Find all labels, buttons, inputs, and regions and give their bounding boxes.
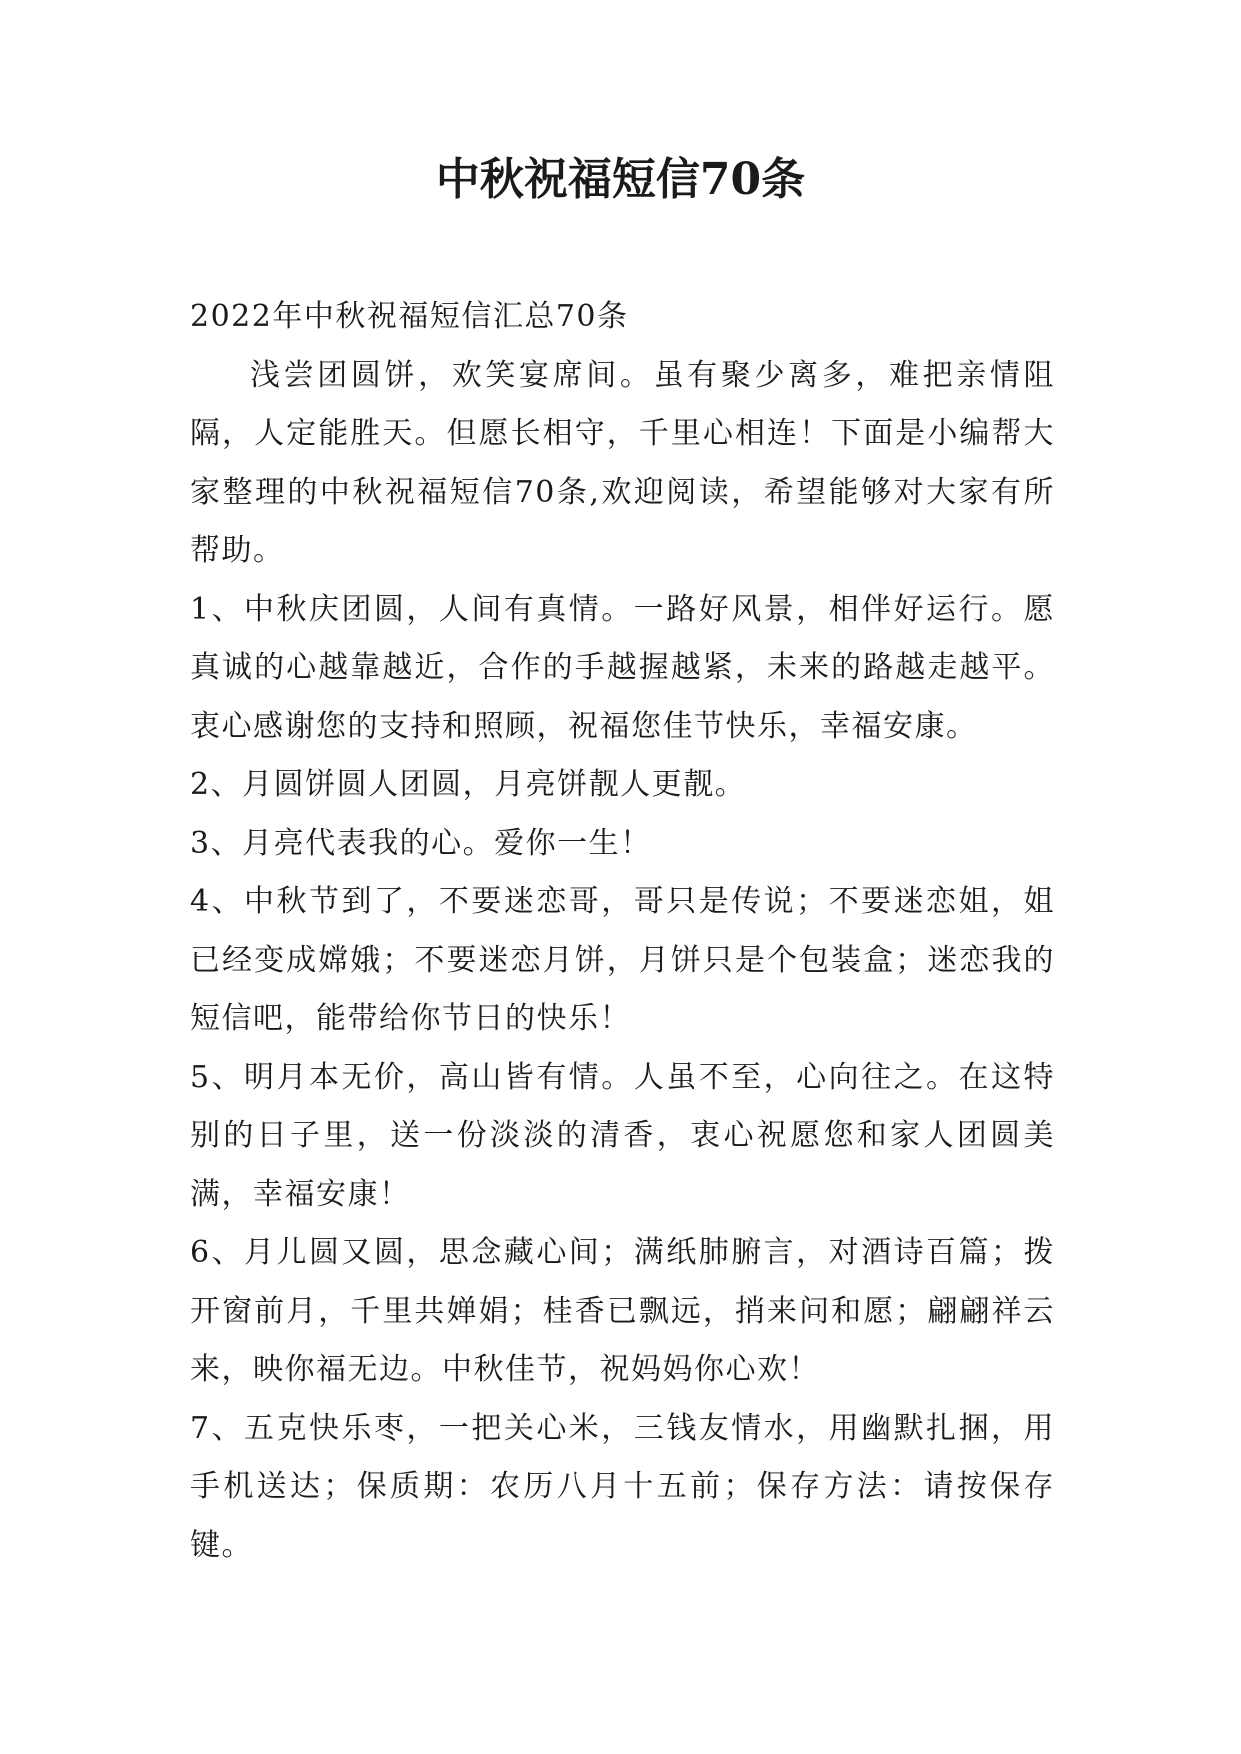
message-item-3: 3、月亮代表我的心。爱你一生！: [190, 825, 652, 861]
message-item-4: 4、中秋节到了，不要迷恋哥，哥只是传说；不要迷恋姐，姐已经变成嫦娥；不要迷恋月饼，月饼只是个包装盒；迷恋我的短信吧，能带给你节日的快乐！: [190, 884, 1055, 1036]
message-item-7: 7、五克快乐枣，一把关心米，三钱友情水，用幽默扎捆，用手机送达；保质期：农历八月十五前；保存方法：请按保存键。: [190, 1410, 1055, 1563]
message-item-6: 6、月儿圆又圆，思念藏心间；满纸肺腑言，对酒诗百篇；拨开窗前月，千里共婵娟；桂香已飘远，捎来问和愿；翩翩祥云来，映你福无边。中秋佳节，祝妈妈你心欢！: [190, 1235, 1055, 1387]
intro-paragraph: 浅尝团圆饼，欢笑宴席间。虽有聚少离多，难把亲情阻隔，人定能胜天。但愿长相守，千里心相连！下面是小编帮大家整理的中秋祝福短信70条,欢迎阅读，希望能够对大家有所帮助。: [190, 357, 1055, 568]
document-title: 中秋祝福短信70条: [435, 154, 806, 205]
message-item-5: 5、明月本无价，高山皆有情。人虽不至，心向往之。在这特别的日子里，送一份淡淡的清香，衷心祝愿您和家人团圆美满，幸福安康！: [190, 1059, 1055, 1212]
message-item-1: 1、中秋庆团圆，人间有真情。一路好风景，相伴好运行。愿真诚的心越靠越近，合作的手越握越紧，未来的路越走越平。衷心感谢您的支持和照顾，祝福您佳节快乐，幸福安康。: [190, 591, 1055, 744]
message-item-2: 2、月圆饼圆人团圆，月亮饼靓人更靓。: [190, 767, 747, 802]
document-body: [190, 288, 1055, 1575]
document-subtitle: 2022年中秋祝福短信汇总70条: [190, 299, 629, 334]
